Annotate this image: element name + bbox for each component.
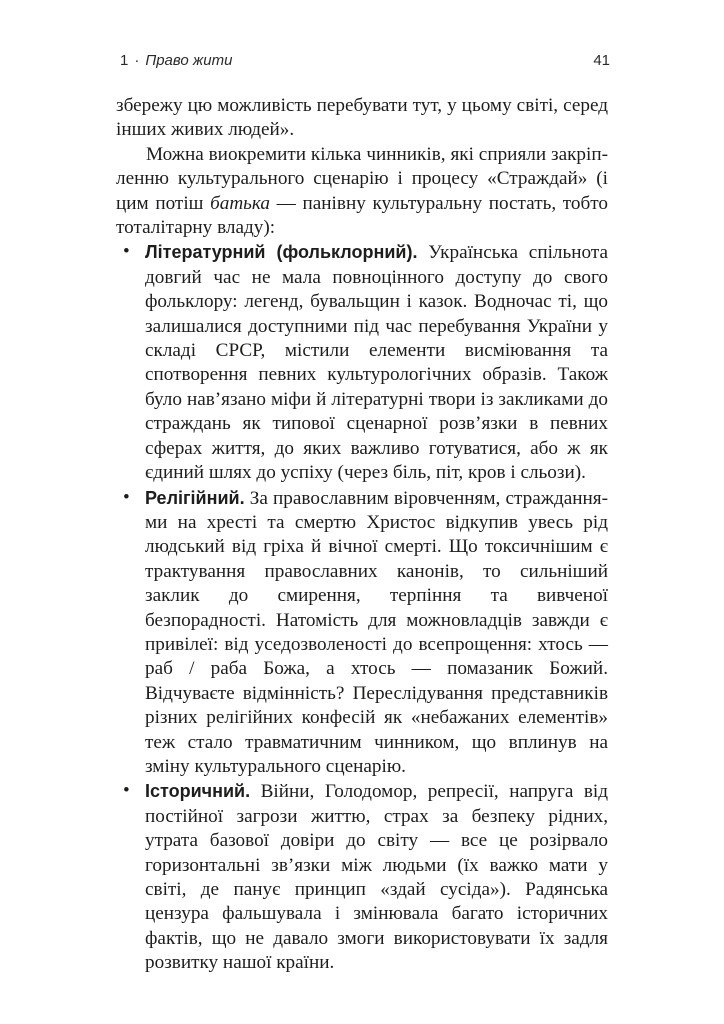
paragraph-intro-italic: батька [210,192,271,214]
page-number: 41 [593,52,610,69]
list-item-text: Війни, Голодомор, репресії, напруга від постійної загрози життю, страх за безпеку рідних, утрата базової довіри до світу — все це розірвало горизонтальні зв’язки між людьми (їх важко мати у світі, де панує принцип «здай сусіда»). Радянська цензура фальшувала і змінювала багато історичних фактів, що не давало змоги використовувати їх задля розвитку нашої країни. [145,781,608,974]
body-text [116,94,608,976]
list-item-literary [116,240,608,485]
factor-list [116,240,608,975]
list-item-religious [116,486,608,780]
paragraph-intro-start: Можна виокремити кілька чинників, які сприяли закріпленню культурального сценарію і процесу «Страждай» (і цим потіш [116,143,608,214]
chapter-title: Право жити [145,52,233,69]
paragraph-continuation: збережу цю можливість перебувати тут, у цьому світі, серед інших живих людей». [116,95,608,141]
chapter-number: 1 [120,52,129,69]
bullet-marker: • [123,486,130,508]
bullet-marker: • [123,780,130,802]
running-head [120,52,232,69]
list-item-historical [116,779,608,975]
list-item-text: За православним віровченням, стражданнями на хресті та смертю Христос відкупив увесь рід людський від гріха й вічної смерті. Що токсичнішим є трактування православних канонів, то сильніший заклик до смирення, терпіння та вивченої безпорадності. Натомість для можновладців завжди є привілеї: від уседозволеності до всепрощення: хтось — раб / раба Божа, а хтось — помазаник Божий. Відчуваєте відмінність? Переслідування представників різних релігійних конфесій як «небажаних елементів» теж стало травматичним чинником, що вплинув на зміну культурального сценарію. [145,487,608,777]
list-item-text: Українська спільнота довгий час не мала повноцінного доступу до свого фольклору: легенд, бувальщин і казок. Водночас ті, що залишалися доступними під час перебування України у складі СРСР, містили елементи висміювання та спотворення певних культурологічних образів. Також було нав’язано міфи й літературні твори із закликами до страждань як типової сценарної розв’язки в певних сферах життя, до яких важливо готуватися, або ж як єдиний шлях до успіху (через біль, піт, кров і сльози). [145,242,608,484]
paragraph-intro [116,143,608,241]
list-item-lead: Історичний. [145,781,251,802]
header-separator: · [134,52,140,69]
list-item-lead: Релігійний. [145,487,245,508]
paragraph-intro-end: — панівну культуральну постать, тобто тоталітарну владу): [116,192,608,239]
list-item-lead: Літературний (фольклорний). [145,242,418,263]
bullet-marker: • [123,241,130,263]
